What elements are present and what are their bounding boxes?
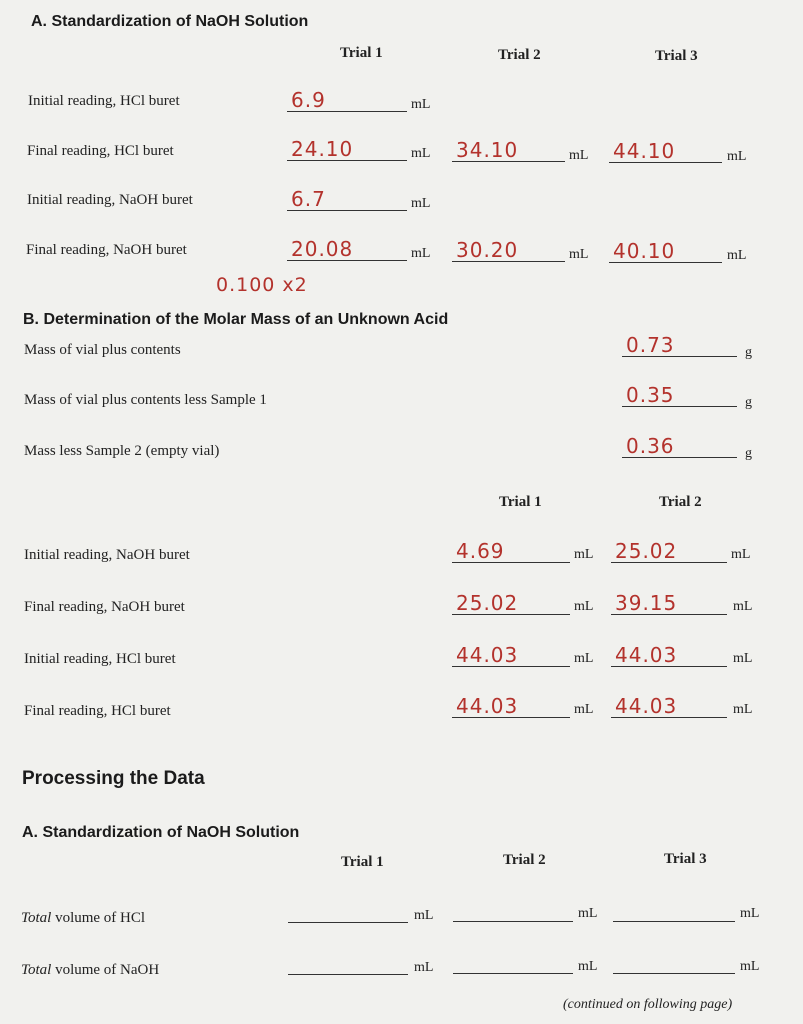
answer-blank[interactable] xyxy=(452,695,570,718)
unit-label: mL xyxy=(574,547,594,562)
unit-label: mL xyxy=(574,702,594,717)
unit-label: mL xyxy=(733,599,753,614)
unit-label: mL xyxy=(740,906,760,921)
unit-label: mL xyxy=(574,599,594,614)
answer-blank[interactable] xyxy=(609,240,722,263)
unit-label: mL xyxy=(574,651,594,666)
unit-label: mL xyxy=(740,959,760,974)
handwritten-value: 20.08 xyxy=(291,237,354,261)
handwritten-value: 4.69 xyxy=(456,539,505,563)
unit-label: g xyxy=(745,345,752,360)
unit-label: mL xyxy=(411,246,431,261)
unit-label: mL xyxy=(411,196,431,211)
answer-blank[interactable] xyxy=(611,540,727,563)
row-label-initial-naoh: Initial reading, NaOH buret xyxy=(27,192,193,208)
section-a-title: A. Standardization of NaOH Solution xyxy=(31,13,309,30)
handwritten-value: 30.20 xyxy=(456,238,519,262)
handwritten-value: 25.02 xyxy=(615,539,678,563)
handwritten-value: 0.35 xyxy=(626,383,675,407)
mass-label-less-sample-1: Mass of vial plus contents less Sample 1 xyxy=(24,392,267,408)
unit-label: mL xyxy=(727,149,747,164)
row-label-total-naoh: Total volume of NaOH xyxy=(21,962,160,978)
handwritten-value: 44.10 xyxy=(613,139,676,163)
col-head-trial-1: Trial 1 xyxy=(499,494,542,510)
answer-blank[interactable] xyxy=(288,900,408,923)
processing-subtitle: A. Standardization of NaOH Solution xyxy=(22,824,300,841)
answer-blank[interactable] xyxy=(452,239,565,262)
answer-blank[interactable] xyxy=(453,899,573,922)
answer-blank[interactable] xyxy=(613,899,735,922)
handwritten-value: 44.03 xyxy=(615,694,678,718)
col-head-trial-2: Trial 2 xyxy=(503,852,546,868)
row-label-total-hcl: Total volume of HCl xyxy=(21,910,146,926)
row-label-final-naoh: Final reading, NaOH buret xyxy=(26,242,187,258)
handwritten-value: 44.03 xyxy=(456,643,519,667)
answer-blank[interactable] xyxy=(611,695,727,718)
unit-label: mL xyxy=(731,547,751,562)
answer-blank[interactable] xyxy=(622,435,737,458)
answer-blank[interactable] xyxy=(622,384,737,407)
row-label-final-hcl: Final reading, HCl buret xyxy=(24,703,171,719)
unit-label: mL xyxy=(414,960,434,975)
unit-label: mL xyxy=(411,97,431,112)
handwritten-note: 0.100 x2 xyxy=(216,274,308,296)
unit-label: mL xyxy=(569,148,589,163)
unit-label: mL xyxy=(733,702,753,717)
answer-blank[interactable] xyxy=(287,89,407,112)
answer-blank[interactable] xyxy=(453,951,573,974)
col-head-trial-1: Trial 1 xyxy=(341,854,384,870)
unit-label: mL xyxy=(569,247,589,262)
answer-blank[interactable] xyxy=(613,951,735,974)
section-b-title: B. Determination of the Molar Mass of an Unknown Acid xyxy=(23,311,449,328)
handwritten-value: 40.10 xyxy=(613,239,676,263)
col-head-trial-3: Trial 3 xyxy=(664,851,707,867)
answer-blank[interactable] xyxy=(287,138,407,161)
handwritten-value: 44.03 xyxy=(456,694,519,718)
row-label-final-naoh: Final reading, NaOH buret xyxy=(24,599,185,615)
answer-blank[interactable] xyxy=(622,334,737,357)
handwritten-value: 34.10 xyxy=(456,138,519,162)
handwritten-value: 24.10 xyxy=(291,137,354,161)
row-label-final-hcl: Final reading, HCl buret xyxy=(27,143,174,159)
handwritten-value: 25.02 xyxy=(456,591,519,615)
col-head-trial-2: Trial 2 xyxy=(498,47,541,63)
handwritten-value: 0.36 xyxy=(626,434,675,458)
row-label-initial-hcl: Initial reading, HCl buret xyxy=(24,651,176,667)
answer-blank[interactable] xyxy=(452,644,570,667)
unit-label: mL xyxy=(578,959,598,974)
row-label-initial-hcl: Initial reading, HCl buret xyxy=(28,93,180,109)
handwritten-value: 0.73 xyxy=(626,333,675,357)
answer-blank[interactable] xyxy=(288,952,408,975)
unit-label: mL xyxy=(411,146,431,161)
answer-blank[interactable] xyxy=(287,188,407,211)
answer-blank[interactable] xyxy=(452,139,565,162)
unit-label: g xyxy=(745,395,752,410)
col-head-trial-1: Trial 1 xyxy=(340,45,383,61)
row-label-initial-naoh: Initial reading, NaOH buret xyxy=(24,547,190,563)
col-head-trial-3: Trial 3 xyxy=(655,48,698,64)
unit-label: mL xyxy=(727,248,747,263)
continued-note: (continued on following page) xyxy=(563,997,733,1012)
processing-title: Processing the Data xyxy=(22,768,205,789)
answer-blank[interactable] xyxy=(609,140,722,163)
answer-blank[interactable] xyxy=(452,540,570,563)
unit-label: mL xyxy=(414,908,434,923)
mass-label-vial-contents: Mass of vial plus contents xyxy=(24,342,181,358)
handwritten-value: 6.7 xyxy=(291,187,326,211)
col-head-trial-2: Trial 2 xyxy=(659,494,702,510)
answer-blank[interactable] xyxy=(287,238,407,261)
answer-blank[interactable] xyxy=(611,592,727,615)
unit-label: g xyxy=(745,446,752,461)
handwritten-value: 44.03 xyxy=(615,643,678,667)
handwritten-value: 6.9 xyxy=(291,88,326,112)
unit-label: mL xyxy=(578,906,598,921)
answer-blank[interactable] xyxy=(452,592,570,615)
mass-label-empty-vial: Mass less Sample 2 (empty vial) xyxy=(24,443,220,459)
answer-blank[interactable] xyxy=(611,644,727,667)
handwritten-value: 39.15 xyxy=(615,591,678,615)
unit-label: mL xyxy=(733,651,753,666)
